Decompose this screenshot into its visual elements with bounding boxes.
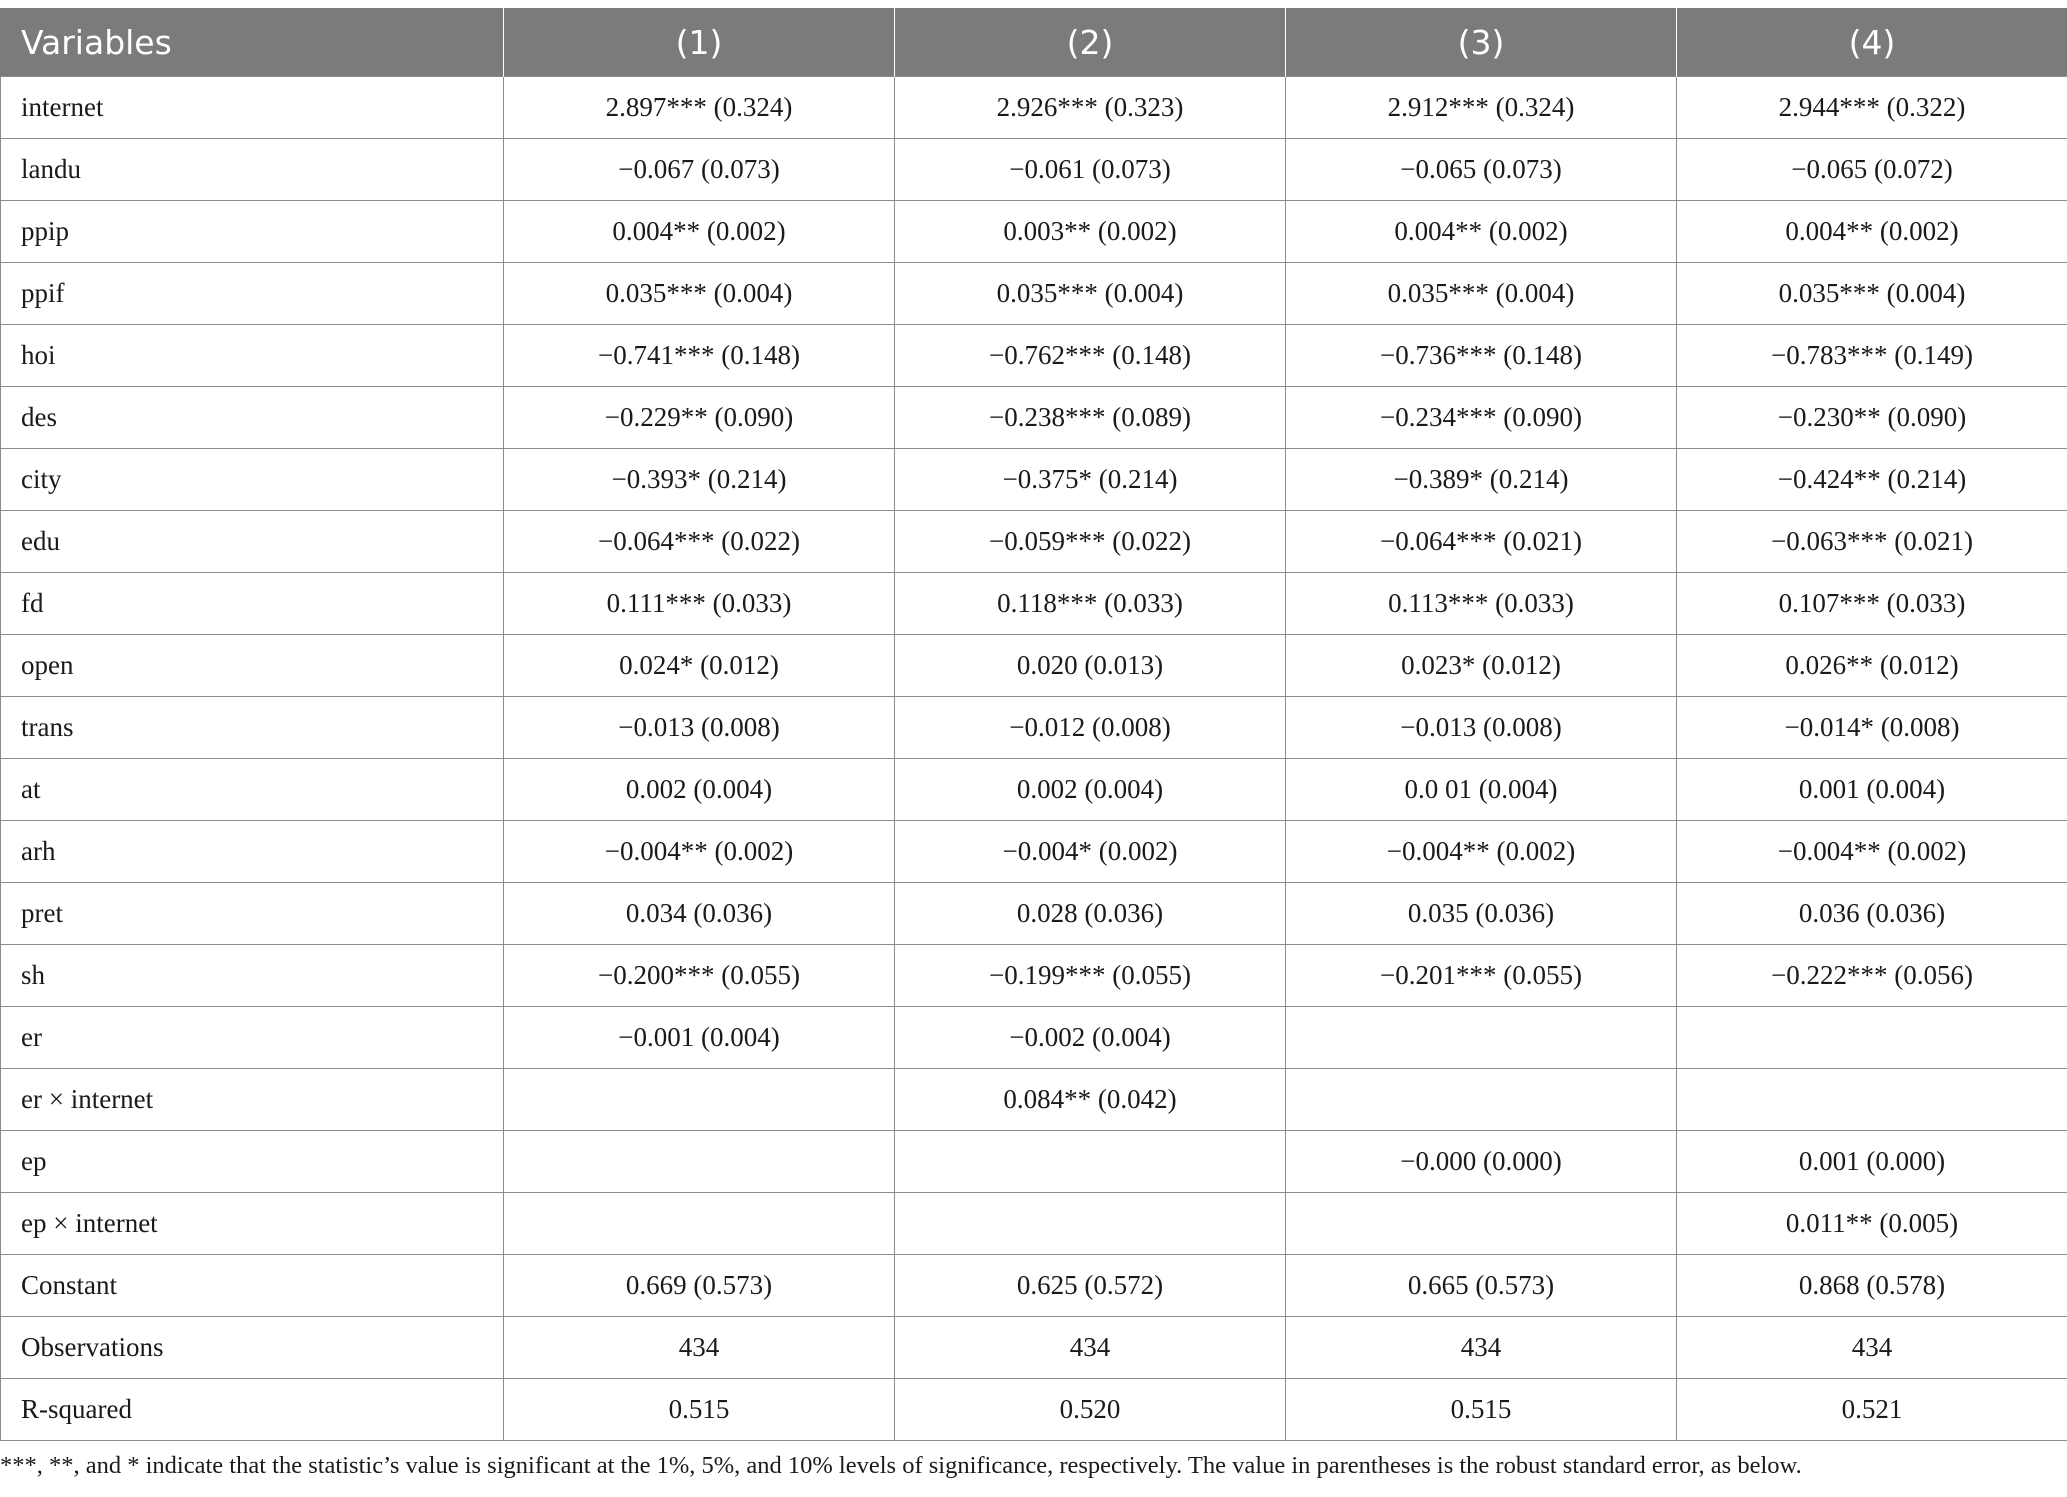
row-variable-label: city <box>1 449 504 511</box>
cell-model-3: −0.004** (0.002) <box>1286 821 1677 883</box>
table-row <box>1 1007 2067 1069</box>
row-variable-label: des <box>1 387 504 449</box>
cell-model-4: 0.521 <box>1677 1379 2067 1441</box>
table-row <box>1 201 2067 263</box>
cell-model-4: 0.107*** (0.033) <box>1677 573 2067 635</box>
cell-model-1: 0.004** (0.002) <box>504 201 895 263</box>
cell-model-4: 434 <box>1677 1317 2067 1379</box>
header-row <box>1 8 2067 77</box>
cell-model-3: 0.665 (0.573) <box>1286 1255 1677 1317</box>
cell-model-3: −0.013 (0.008) <box>1286 697 1677 759</box>
row-variable-label: internet <box>1 77 504 139</box>
cell-model-2: −0.238*** (0.089) <box>895 387 1286 449</box>
cell-model-4: 0.001 (0.004) <box>1677 759 2067 821</box>
cell-model-4: −0.004** (0.002) <box>1677 821 2067 883</box>
row-variable-label: Observations <box>1 1317 504 1379</box>
cell-model-2: 0.084** (0.042) <box>895 1069 1286 1131</box>
table-footnote: ***, **, and * indicate that the statistic’s value is significant at the 1%, 5%, and 10% levels of significance, respectively. The value in parentheses is the robust standard error, as below. <box>0 1452 1802 1479</box>
cell-model-3: −0.201*** (0.055) <box>1286 945 1677 1007</box>
table-row <box>1 77 2067 139</box>
cell-model-3: −0.736*** (0.148) <box>1286 325 1677 387</box>
cell-model-3: 0.035 (0.036) <box>1286 883 1677 945</box>
cell-model-4: 0.001 (0.000) <box>1677 1131 2067 1193</box>
cell-model-2: 0.002 (0.004) <box>895 759 1286 821</box>
table-row <box>1 759 2067 821</box>
table-row <box>1 945 2067 1007</box>
header-model-1: (1) <box>504 8 895 77</box>
row-variable-label: at <box>1 759 504 821</box>
cell-model-1: −0.001 (0.004) <box>504 1007 895 1069</box>
cell-model-2: 0.118*** (0.033) <box>895 573 1286 635</box>
cell-model-1: 0.111*** (0.033) <box>504 573 895 635</box>
table-row <box>1 821 2067 883</box>
cell-model-2: −0.002 (0.004) <box>895 1007 1286 1069</box>
table-row <box>1 263 2067 325</box>
cell-model-1: −0.393* (0.214) <box>504 449 895 511</box>
row-variable-label: trans <box>1 697 504 759</box>
cell-model-4: 0.036 (0.036) <box>1677 883 2067 945</box>
cell-model-3: 0.004** (0.002) <box>1286 201 1677 263</box>
cell-model-4: −0.014* (0.008) <box>1677 697 2067 759</box>
row-variable-label: er × internet <box>1 1069 504 1131</box>
cell-model-2: −0.059*** (0.022) <box>895 511 1286 573</box>
row-variable-label: landu <box>1 139 504 201</box>
cell-model-1 <box>504 1193 895 1255</box>
cell-model-1: −0.741*** (0.148) <box>504 325 895 387</box>
table-row <box>1 635 2067 697</box>
header-model-4: (4) <box>1677 8 2067 77</box>
cell-model-4 <box>1677 1069 2067 1131</box>
cell-model-1: 0.515 <box>504 1379 895 1441</box>
table-row <box>1 1193 2067 1255</box>
row-variable-label: edu <box>1 511 504 573</box>
cell-model-4: −0.424** (0.214) <box>1677 449 2067 511</box>
cell-model-4: 0.004** (0.002) <box>1677 201 2067 263</box>
cell-model-2: 2.926*** (0.323) <box>895 77 1286 139</box>
header-model-2: (2) <box>895 8 1286 77</box>
cell-model-1: −0.064*** (0.022) <box>504 511 895 573</box>
table-row <box>1 883 2067 945</box>
cell-model-3 <box>1286 1193 1677 1255</box>
cell-model-2 <box>895 1193 1286 1255</box>
row-variable-label: arh <box>1 821 504 883</box>
cell-model-4: −0.063*** (0.021) <box>1677 511 2067 573</box>
table-row <box>1 1131 2067 1193</box>
table-row <box>1 449 2067 511</box>
cell-model-4: −0.230** (0.090) <box>1677 387 2067 449</box>
table-row <box>1 1069 2067 1131</box>
cell-model-3: 0.0 01 (0.004) <box>1286 759 1677 821</box>
cell-model-4: 2.944*** (0.322) <box>1677 77 2067 139</box>
cell-model-3: −0.234*** (0.090) <box>1286 387 1677 449</box>
row-variable-label: fd <box>1 573 504 635</box>
regression-table-container <box>0 8 2067 1441</box>
cell-model-2 <box>895 1131 1286 1193</box>
header-model-3: (3) <box>1286 8 1677 77</box>
row-variable-label: ep <box>1 1131 504 1193</box>
cell-model-4: 0.868 (0.578) <box>1677 1255 2067 1317</box>
row-variable-label: hoi <box>1 325 504 387</box>
cell-model-2: −0.004* (0.002) <box>895 821 1286 883</box>
cell-model-3: 0.023* (0.012) <box>1286 635 1677 697</box>
row-variable-label: pret <box>1 883 504 945</box>
cell-model-2: −0.762*** (0.148) <box>895 325 1286 387</box>
cell-model-4: 0.035*** (0.004) <box>1677 263 2067 325</box>
cell-model-2: 0.520 <box>895 1379 1286 1441</box>
cell-model-4: 0.026** (0.012) <box>1677 635 2067 697</box>
header-variables: Variables <box>1 8 504 77</box>
table-row <box>1 325 2067 387</box>
row-variable-label: er <box>1 1007 504 1069</box>
table-row <box>1 387 2067 449</box>
cell-model-1: 434 <box>504 1317 895 1379</box>
cell-model-1: 0.034 (0.036) <box>504 883 895 945</box>
table-row <box>1 697 2067 759</box>
cell-model-1: −0.229** (0.090) <box>504 387 895 449</box>
cell-model-1: −0.067 (0.073) <box>504 139 895 201</box>
cell-model-3: −0.064*** (0.021) <box>1286 511 1677 573</box>
cell-model-1: 0.024* (0.012) <box>504 635 895 697</box>
row-variable-label: R-squared <box>1 1379 504 1441</box>
cell-model-2: −0.375* (0.214) <box>895 449 1286 511</box>
cell-model-3: 0.113*** (0.033) <box>1286 573 1677 635</box>
cell-model-4: 0.011** (0.005) <box>1677 1193 2067 1255</box>
cell-model-3: 2.912*** (0.324) <box>1286 77 1677 139</box>
cell-model-2: 0.625 (0.572) <box>895 1255 1286 1317</box>
cell-model-2: 0.035*** (0.004) <box>895 263 1286 325</box>
cell-model-2: 0.020 (0.013) <box>895 635 1286 697</box>
cell-model-2: 434 <box>895 1317 1286 1379</box>
row-variable-label: Constant <box>1 1255 504 1317</box>
cell-model-1 <box>504 1069 895 1131</box>
cell-model-3 <box>1286 1069 1677 1131</box>
cell-model-1: 2.897*** (0.324) <box>504 77 895 139</box>
row-variable-label: sh <box>1 945 504 1007</box>
cell-model-4 <box>1677 1007 2067 1069</box>
cell-model-1 <box>504 1131 895 1193</box>
table-row <box>1 139 2067 201</box>
cell-model-3: −0.389* (0.214) <box>1286 449 1677 511</box>
cell-model-4: −0.065 (0.072) <box>1677 139 2067 201</box>
cell-model-3: −0.065 (0.073) <box>1286 139 1677 201</box>
cell-model-2: −0.061 (0.073) <box>895 139 1286 201</box>
table-row <box>1 1317 2067 1379</box>
cell-model-1: −0.200*** (0.055) <box>504 945 895 1007</box>
cell-model-3: 0.515 <box>1286 1379 1677 1441</box>
row-variable-label: ppif <box>1 263 504 325</box>
cell-model-4: −0.222*** (0.056) <box>1677 945 2067 1007</box>
table-row <box>1 1379 2067 1441</box>
cell-model-2: −0.012 (0.008) <box>895 697 1286 759</box>
regression-table <box>0 8 2067 1441</box>
cell-model-1: −0.013 (0.008) <box>504 697 895 759</box>
cell-model-1: 0.035*** (0.004) <box>504 263 895 325</box>
cell-model-1: 0.669 (0.573) <box>504 1255 895 1317</box>
cell-model-3: 434 <box>1286 1317 1677 1379</box>
cell-model-1: 0.002 (0.004) <box>504 759 895 821</box>
cell-model-2: −0.199*** (0.055) <box>895 945 1286 1007</box>
row-variable-label: ep × internet <box>1 1193 504 1255</box>
row-variable-label: open <box>1 635 504 697</box>
cell-model-2: 0.028 (0.036) <box>895 883 1286 945</box>
cell-model-3 <box>1286 1007 1677 1069</box>
cell-model-1: −0.004** (0.002) <box>504 821 895 883</box>
cell-model-2: 0.003** (0.002) <box>895 201 1286 263</box>
cell-model-4: −0.783*** (0.149) <box>1677 325 2067 387</box>
cell-model-3: 0.035*** (0.004) <box>1286 263 1677 325</box>
row-variable-label: ppip <box>1 201 504 263</box>
table-row <box>1 573 2067 635</box>
table-row <box>1 511 2067 573</box>
cell-model-3: −0.000 (0.000) <box>1286 1131 1677 1193</box>
table-row <box>1 1255 2067 1317</box>
